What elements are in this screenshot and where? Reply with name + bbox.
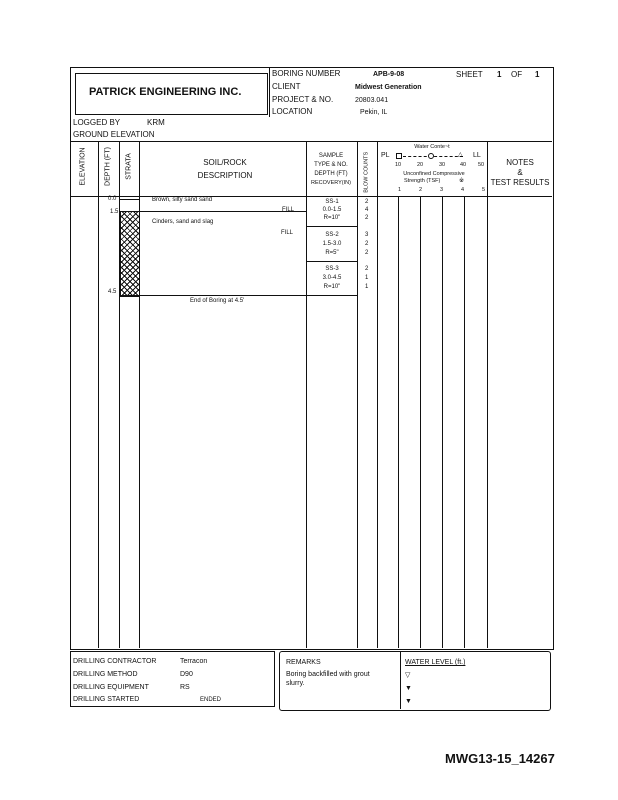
- remarks-line-1: Boring backfilled with grout: [286, 671, 370, 678]
- col-line-blow: [377, 141, 378, 648]
- depth-2: 4.5: [108, 289, 117, 295]
- description-2: Cinders, sand and slag: [152, 219, 214, 225]
- elevation-header: ELEVATION: [79, 147, 87, 186]
- pl-square-icon: [396, 153, 402, 159]
- pl-label: PL: [381, 152, 390, 159]
- header-divider: [269, 67, 270, 117]
- drilling-method-label: DRILLING METHOD: [73, 671, 138, 678]
- sample-1-rule: [306, 226, 357, 227]
- ucs-symbol-icon: ※: [459, 178, 465, 184]
- description-1: Brown, silty sand sand: [152, 197, 213, 203]
- sample-2-blow-3: 2: [365, 250, 369, 256]
- ground-elevation-label: GROUND ELEVATION: [73, 130, 155, 139]
- sheet-value: 1: [497, 70, 502, 79]
- of-label: OF: [511, 70, 523, 79]
- sample-3-depth: 3.0-4.5: [322, 275, 342, 281]
- ucs-scale-4: 4: [461, 187, 465, 193]
- chart-grid-1: [398, 196, 399, 648]
- company-name: PATRICK ENGINEERING INC.: [89, 86, 242, 98]
- notes-header-3: TEST RESULTS: [490, 178, 550, 187]
- water-content-label: Water Conte~t: [414, 144, 450, 150]
- sample-3-recovery: R=10": [323, 284, 341, 290]
- pl-scale-40: 40: [460, 162, 467, 168]
- ucs-label-1: Unconfined Compressive: [403, 171, 465, 177]
- remarks-divider: [400, 651, 401, 709]
- sample-2-blow-1: 3: [365, 232, 369, 238]
- location-value: Pekin, IL: [360, 109, 388, 116]
- drilling-method-value: D90: [180, 671, 193, 678]
- ended-label: ENDED: [200, 697, 222, 703]
- sample-2-id: SS-2: [325, 232, 339, 238]
- sample-header-3: DEPTH (FT): [314, 171, 348, 177]
- sample-3-id: SS-3: [325, 266, 339, 272]
- col-line-chart: [487, 141, 488, 648]
- water-level-symbol-2-icon: ▼: [405, 685, 412, 692]
- sample-1-blow-1: 2: [365, 199, 369, 205]
- project-value: 20803.041: [355, 97, 389, 104]
- location-label: LOCATION: [272, 107, 313, 116]
- sample-1-blow-2: 4: [365, 207, 369, 213]
- strata-bottom-rule: [119, 295, 357, 296]
- wc-circle-icon: [428, 153, 434, 159]
- drilling-equipment-label: DRILLING EQUIPMENT: [73, 684, 149, 691]
- sample-3-blow-3: 1: [365, 284, 369, 290]
- water-level-label: WATER LEVEL (ft.): [405, 659, 466, 666]
- logged-by-value: KRM: [147, 118, 165, 127]
- col-line-sample: [357, 141, 358, 648]
- end-of-boring: End of Boring at 4.5': [190, 298, 245, 304]
- sample-1-recovery: R=10": [323, 215, 341, 221]
- remarks-label: REMARKS: [286, 659, 321, 666]
- project-label: PROJECT & NO.: [272, 95, 334, 104]
- pl-scale-20: 20: [417, 162, 424, 168]
- water-content-symbol-row: [396, 153, 468, 159]
- ucs-scale-3: 3: [440, 187, 444, 193]
- water-level-symbol-3-icon: ▼: [405, 698, 412, 705]
- column-header-rule: [70, 196, 552, 197]
- strata-header: STRATA: [125, 153, 133, 180]
- sample-2-depth: 1.5-3.0: [322, 241, 342, 247]
- ucs-label-2: Strength (TSF): [404, 178, 441, 184]
- ucs-scale-1: 1: [398, 187, 402, 193]
- ucs-scale-5: 5: [482, 187, 486, 193]
- sample-2-rule: [306, 261, 357, 262]
- drilling-equipment-value: RS: [180, 684, 190, 691]
- description-2-tag: FILL: [281, 230, 294, 236]
- of-value: 1: [535, 70, 540, 79]
- soil-header-1: SOIL/ROCK: [203, 158, 247, 167]
- boring-number-value: APB-9-08: [373, 71, 405, 78]
- drilling-contractor-value: Terracon: [180, 658, 208, 665]
- sample-1-blow-3: 2: [365, 215, 369, 221]
- ucs-scale-2: 2: [419, 187, 423, 193]
- sample-header-4: RECOVERY(IN): [311, 180, 351, 186]
- sample-1-id: SS-1: [325, 199, 339, 205]
- depth-header: DEPTH (FT): [104, 147, 112, 186]
- soil-header-2: DESCRIPTION: [197, 171, 253, 180]
- col-line-description: [306, 141, 307, 648]
- sample-3-blow-1: 2: [365, 266, 369, 272]
- col-line-elevation: [98, 141, 99, 648]
- blow-counts-header: BLOW COUNTS: [363, 151, 370, 193]
- chart-grid-3: [442, 196, 443, 648]
- remarks-line-2: slurry.: [286, 680, 305, 687]
- sample-2-recovery: R=5": [325, 250, 339, 256]
- sample-2-blow-2: 2: [365, 241, 369, 247]
- pl-scale-30: 30: [439, 162, 446, 168]
- chart-grid-2: [420, 196, 421, 648]
- sample-1-depth: 0.0-1.5: [322, 207, 342, 213]
- water-level-symbol-1-icon: ▽: [405, 672, 411, 679]
- pl-scale-50: 50: [478, 162, 485, 168]
- client-label: CLIENT: [272, 82, 301, 91]
- client-value: Midwest Generation: [355, 84, 422, 91]
- notes-header-2: &: [517, 168, 523, 177]
- depth-1: 1.5: [110, 209, 119, 215]
- description-1-tag: FILL: [282, 207, 295, 213]
- strata-top-rule: [119, 199, 139, 200]
- strata-cinders-hatch: [120, 211, 140, 297]
- logged-by-label: LOGGED BY: [73, 118, 121, 127]
- chart-grid-4: [464, 196, 465, 648]
- drilling-started-label: DRILLING STARTED: [73, 696, 140, 703]
- strata-fill-boundary: [119, 211, 307, 212]
- sample-header-2: TYPE & NO.: [314, 162, 348, 168]
- document-id: MWG13-15_14267: [445, 751, 555, 766]
- pl-scale-10: 10: [395, 162, 402, 168]
- ll-triangle-icon: △: [458, 152, 463, 158]
- drilling-contractor-label: DRILLING CONTRACTOR: [73, 658, 157, 665]
- sample-header-1: SAMPLE: [318, 153, 344, 159]
- header-bottom-rule: [70, 141, 552, 142]
- ll-label: LL: [473, 152, 481, 159]
- notes-header-1: NOTES: [506, 158, 534, 167]
- sheet-label: SHEET: [456, 70, 483, 79]
- depth-0: 0.0: [108, 196, 117, 202]
- sample-3-blow-2: 1: [365, 275, 369, 281]
- boring-number-label: BORING NUMBER: [272, 69, 341, 78]
